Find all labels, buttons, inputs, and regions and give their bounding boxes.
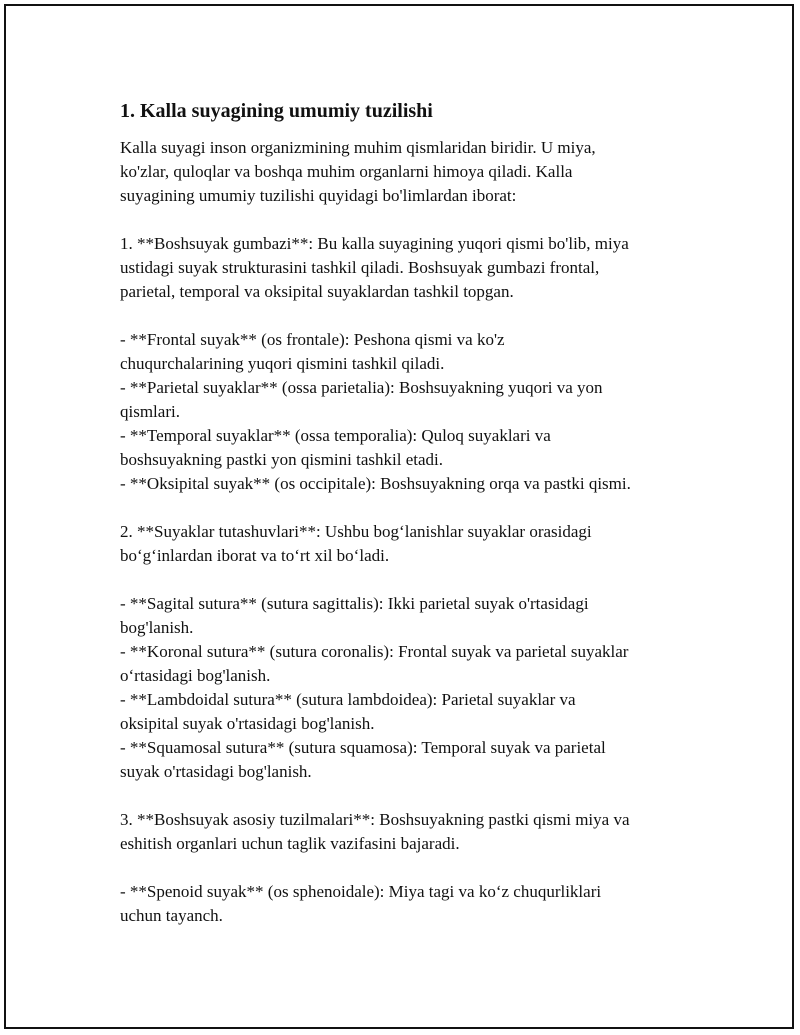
section-1-item: - **Parietal suyaklar** (ossa parietalia): Boshsuyakning yuqori va yon qismlari. <box>120 378 603 421</box>
section-1-item: - **Temporal suyaklar** (ossa temporalia): Quloq suyaklari va boshsuyakning pastki yon qismini tashkil etadi. <box>120 426 551 469</box>
spacer <box>120 856 700 880</box>
section-1-heading: 1. **Boshsuyak gumbazi**: Bu kalla suyagining yuqori qismi bo'lib, miya ustidagi suyak strukturasini tashkil qiladi. Boshsuyak gumbazi frontal, parietal, temporal va oksipital suyaklardan tashkil topgan. <box>120 234 629 301</box>
spacer <box>120 568 700 592</box>
document-page <box>4 4 794 1029</box>
spacer <box>120 496 700 520</box>
section-2-item: - **Lambdoidal sutura** (sutura lambdoidea): Parietal suyaklar va oksipital suyak o'rtasidagi bog'lanish. <box>120 690 576 733</box>
spacer <box>120 784 700 808</box>
section-3-heading: 3. **Boshsuyak asosiy tuzilmalari**: Boshsuyakning pastki qismi miya va eshitish organlari uchun taglik vazifasini bajaradi. <box>120 810 630 853</box>
spacer <box>120 304 700 328</box>
section-2-item: - **Koronal sutura** (sutura coronalis): Frontal suyak va parietal suyaklar o‘rtasidagi bog'lanish. <box>120 642 629 685</box>
document-title: 1. Kalla suyagining umumiy tuzilishi <box>120 100 433 122</box>
section-3-item: - **Spenoid suyak** (os sphenoidale): Miya tagi va ko‘z chuqurliklari uchun tayanch. <box>120 882 602 925</box>
section-1-item: - **Oksipital suyak** (os occipitale): Boshsuyakning orqa va pastki qismi. <box>120 474 631 493</box>
section-2-item: - **Sagital sutura** (sutura sagittalis): Ikki parietal suyak o'rtasidagi bog'lanish. <box>120 594 589 637</box>
document-content <box>120 98 700 928</box>
section-2-heading: 2. **Suyaklar tutashuvlari**: Ushbu bog‘lanishlar suyaklar orasidagi bo‘g‘inlardan iborat va to‘rt xil bo‘ladi. <box>120 522 592 565</box>
section-1-item: - **Frontal suyak** (os frontale): Peshona qismi va ko'z chuqurchalarining yuqori qismini tashkil qiladi. <box>120 330 505 373</box>
section-2-item: - **Squamosal sutura** (sutura squamosa): Temporal suyak va parietal suyak o'rtasidagi bog'lanish. <box>120 738 606 781</box>
intro-paragraph: Kalla suyagi inson organizmining muhim qismlaridan biridir. U miya, ko'zlar, quloqlar va boshqa muhim organlarni himoya qiladi. Kalla suyagining umumiy tuzilishi quyidagi bo'limlardan iborat: <box>120 138 596 205</box>
spacer <box>120 208 700 232</box>
